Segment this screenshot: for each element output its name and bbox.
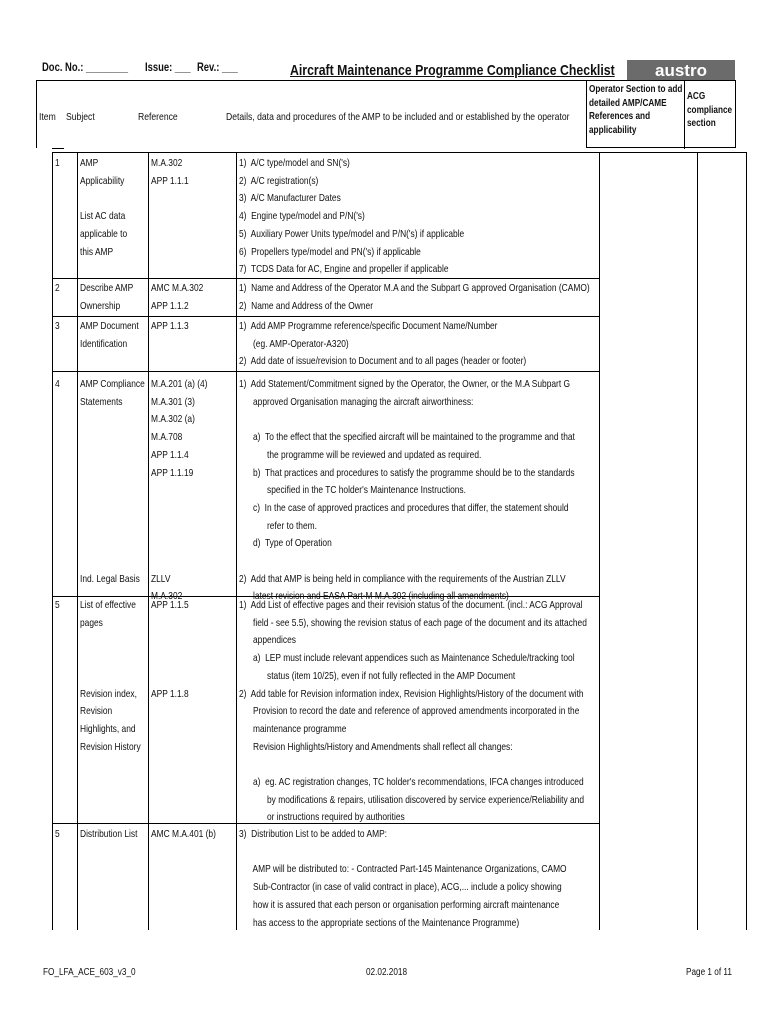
header-acg-tick (684, 147, 685, 149)
row-5-subject: List of effective pages Revision index, Revision Highlights, and Revision History (80, 599, 141, 753)
issue-number: Issue: ___ (145, 62, 191, 74)
row-2-subject: Describe AMP Ownership (80, 282, 134, 312)
row-3-reference: APP 1.1.3 (151, 320, 189, 332)
revision-number: Rev.: ___ (197, 62, 238, 74)
row-1-reference: M.A.302 APP 1.1.1 (151, 157, 189, 187)
row-1-subject: AMP Applicability List AC data applicable to this AMP (80, 157, 128, 258)
header-item-underline (52, 148, 64, 149)
row-1-item: 1 (55, 157, 60, 169)
row-6-item: 5 (55, 828, 60, 840)
column-header-details: Details, data and procedures of the AMP to be included and or established by the operator (226, 111, 570, 123)
column-header-acg-compliance: ACG compliance section (687, 91, 733, 129)
row-6-reference: AMC M.A.401 (b) (151, 828, 216, 840)
column-header-item: Item (39, 111, 56, 123)
header-divider-acg (684, 80, 685, 148)
header-operator-bottom (586, 147, 736, 148)
row-4-reference: M.A.201 (a) (4) M.A.301 (3) M.A.302 (a) M.A.708 APP 1.1.4 APP 1.1.19 ZLLV M.A.302 (151, 378, 208, 603)
row-1-details: 1) A/C type/model and SN('s) 2) A/C registration(s) 3) A/C Manufacturer Dates 4) Engine type/model and P/N('s) 5) Auxiliary Power Units type/model and P/N('s) if applicable 6) Propellers type/model and PN('s) if applicable 7) TCDS Data for AC, Engine and propeller if applicable (239, 157, 465, 276)
footer-page-number: Page 1 of 11 (686, 967, 732, 978)
header-divider-operator (586, 80, 587, 148)
table-col-details-left (236, 152, 237, 930)
row-3-item: 3 (55, 320, 60, 332)
header-right-border (735, 80, 736, 148)
doc-number: Doc. No.: ________ (42, 62, 128, 74)
header-top-border (36, 80, 736, 81)
footer-form-id: FO_LFA_ACE_603_v3_0 (43, 967, 136, 978)
document-title: Aircraft Maintenance Programme Compliance Checklist (290, 62, 615, 79)
table-col-subject-left (77, 152, 78, 930)
column-header-reference: Reference (138, 111, 178, 123)
table-col-item-left (52, 152, 53, 930)
row-2-details: 1) Name and Address of the Operator M.A and the Subpart G approved Organisation (CAMO) 2) Name and Address of the Owner (239, 282, 590, 312)
table-col-operator-left (599, 152, 600, 930)
brand-logo: austro (627, 60, 735, 80)
column-header-subject: Subject (66, 111, 95, 123)
row-4-item: 4 (55, 378, 60, 390)
row-3-subject: AMP Document Identification (80, 320, 139, 350)
row-3-details: 1) Add AMP Programme reference/specific Document Name/Number (eg. AMP-Operator-A320) 2) Add date of issue/revision to Document and to all pages (header or footer) (239, 320, 527, 368)
table-col-acg-left (697, 152, 698, 930)
row-4-subject: AMP Compliance Statements Ind. Legal Basis (80, 378, 145, 585)
row-6-details: 3) Distribution List to be added to AMP: AMP will be distributed to: - Contracted Part-145 Maintenance Organizations, CAMO Sub-Contractor (in case of valid contract in place), ACG,... include a policy showing how it is assured that each person or organisation performing aircraft maintenance has access to the appropriate sections of the Maintenance Programme) (239, 828, 567, 929)
row-2-item: 2 (55, 282, 60, 294)
footer-date: 02.02.2018 (366, 967, 408, 978)
row-5-reference: APP 1.1.5 APP 1.1.8 (151, 599, 189, 700)
row-4-details: 1) Add Statement/Commitment signed by the Operator, the Owner, or the M.A Subpart G approved Organisation managing the aircraft airworthiness: a) To the effect that the specified aircraft will be maintained to the programme and that the programme will be reviewed and updated as required. b) That practices and procedures to satisfy the programme should be to the standards specified in the TC holder's Maintenance Instructions. c) In the case of approved practices and procedures that differ, the statement should refer to them. d) Type of Operation 2) Add that AMP is being held in compliance with the requirements of the Austrian ZLLV latest revision and EASA Part-M M.A.302 (including all amendments) (239, 378, 575, 603)
row-divider-2 (52, 316, 600, 317)
row-2-reference: AMC M.A.302 APP 1.1.2 (151, 282, 204, 312)
header-left-border (36, 80, 37, 148)
row-5-details: 1) Add List of effective pages and their revision status of the document. (incl.: ACG Approval field - see 5.5), showing the revision status of each page of the document and its attached appendices a) LEP must include relevant appendices such as Maintenance Schedule/tracking tool status (item 10/25), even if not fully reflected in the AMP Document 2) Add table for Revision information index, Revision Highlights/History of the document with Provision to record the date and reference of approved amendments incorporated in the maintenance programme Revision Highlights/History and Amendments shall reflect all changes: a) eg. AC registration changes, TC holder's recommendations, IFCA changes introduced by modifications & repairs, utilisation discovered by service experience/Reliability and or instructions required by authorities (239, 599, 587, 824)
row-6-subject: Distribution List (80, 828, 138, 840)
table-col-reference-left (148, 152, 149, 930)
row-divider-3 (52, 371, 600, 372)
row-5-item: 5 (55, 599, 60, 611)
table-top-border (52, 152, 747, 153)
column-header-operator-section: Operator Section to add detailed AMP/CAME References and applicability (589, 84, 683, 136)
table-right-border (746, 152, 747, 930)
